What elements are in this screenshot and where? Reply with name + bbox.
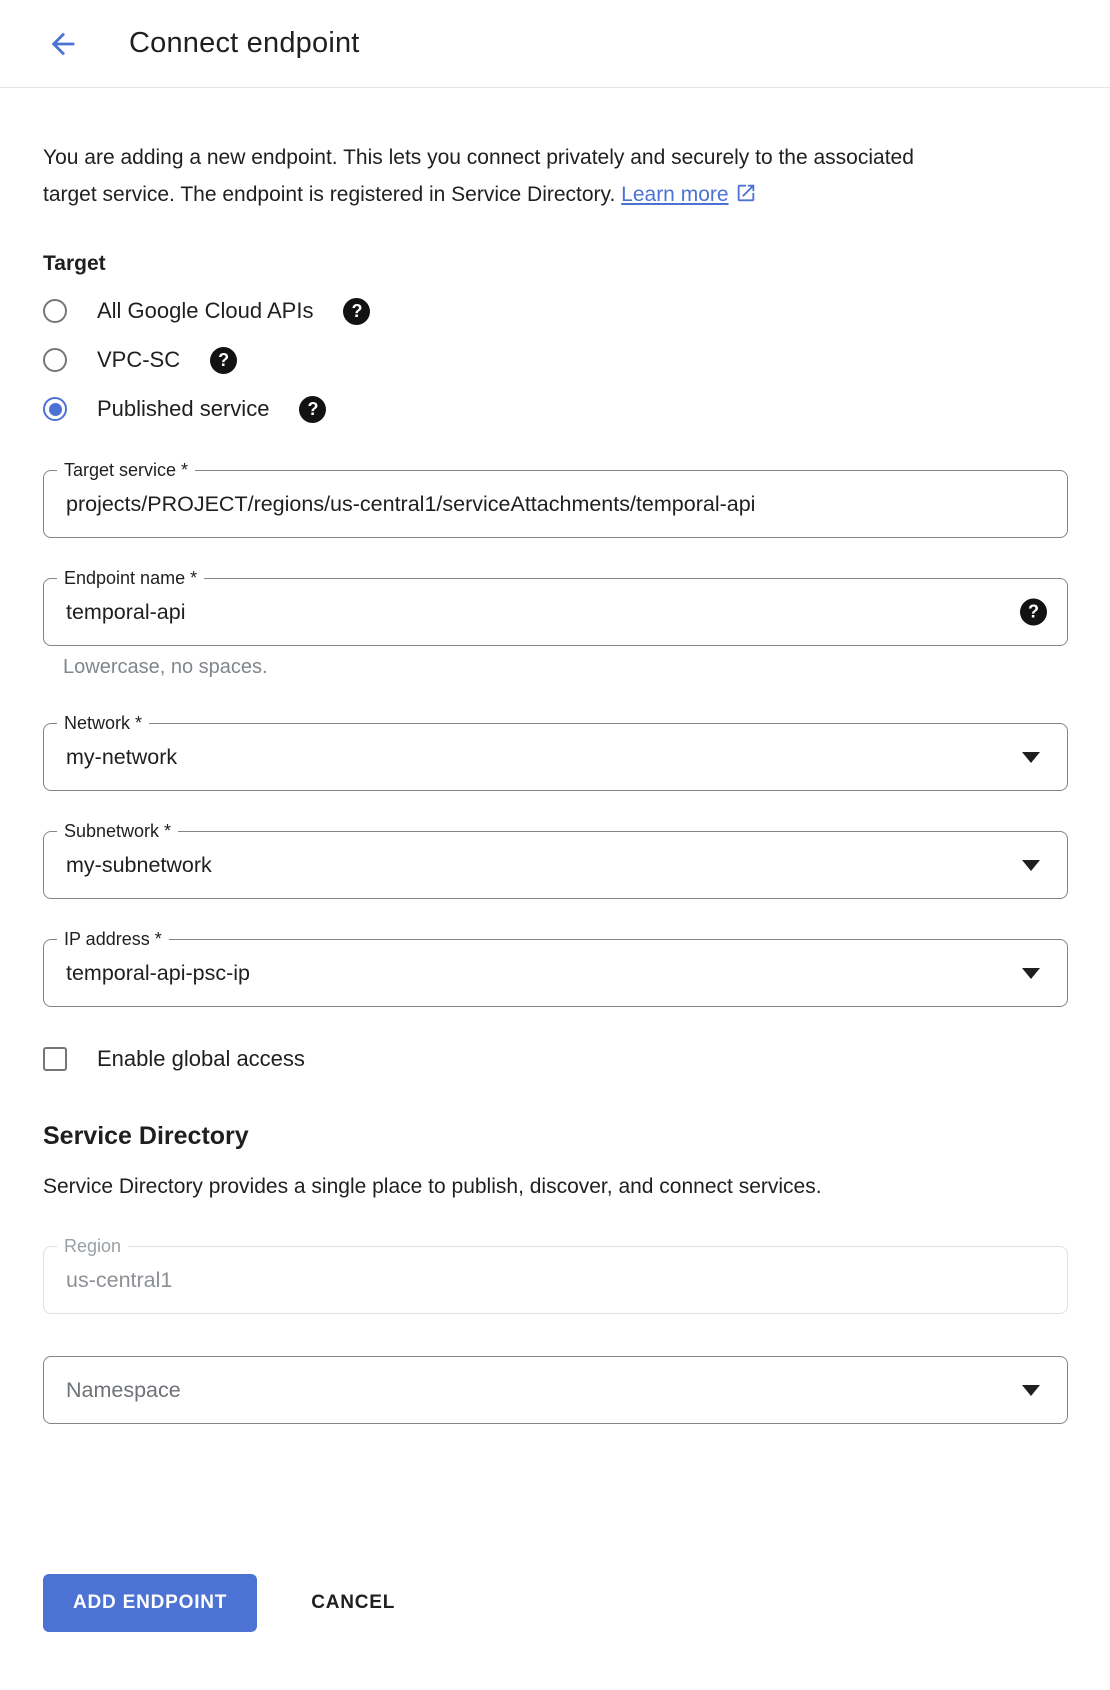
cancel-button[interactable]: CANCEL <box>311 1592 396 1613</box>
ip-address-label: IP address * <box>57 929 169 949</box>
radio-all-google-cloud-apis[interactable] <box>43 296 1068 326</box>
dropdown-caret-icon <box>1022 752 1040 763</box>
namespace-placeholder: Namespace <box>66 1377 181 1402</box>
enable-global-access-label: Enable global access <box>97 1046 305 1071</box>
intro-text <box>43 139 935 216</box>
learn-more-link[interactable]: Learn more <box>621 183 729 206</box>
region-label: Region <box>57 1236 128 1256</box>
radio-unselected-icon <box>43 348 67 372</box>
subnetwork-label: Subnetwork * <box>57 821 178 841</box>
region-value: us-central1 <box>66 1267 173 1292</box>
endpoint-name-value: temporal-api <box>66 599 186 624</box>
ip-address-select[interactable] <box>43 929 1068 1007</box>
network-label: Network * <box>57 713 149 733</box>
dropdown-caret-icon <box>1022 860 1040 871</box>
region-field <box>43 1236 1068 1314</box>
arrow-back-icon <box>46 27 80 61</box>
ip-address-value: temporal-api-psc-ip <box>66 960 251 985</box>
radio-label: Published service <box>97 396 270 421</box>
help-icon[interactable]: ? <box>343 298 370 325</box>
help-icon[interactable]: ? <box>299 396 326 423</box>
subnetwork-value: my-subnetwork <box>66 852 212 877</box>
intro-body: You are adding a new endpoint. This lets you connect privately and securely to the associated target service. The endpoint is registered in Service Directory. <box>43 146 914 206</box>
enable-global-access-checkbox-row[interactable] <box>43 1046 1068 1072</box>
back-button[interactable] <box>43 24 83 64</box>
help-icon[interactable]: ? <box>210 347 237 374</box>
radio-unselected-icon <box>43 299 67 323</box>
main-content <box>0 139 1110 1682</box>
dropdown-caret-icon <box>1022 968 1040 979</box>
form-actions <box>43 1574 1068 1632</box>
open-in-new-icon[interactable] <box>735 179 757 216</box>
network-select[interactable] <box>43 713 1068 791</box>
target-service-label: Target service * <box>57 460 195 480</box>
radio-selected-icon <box>43 397 67 421</box>
service-directory-heading: Service Directory <box>43 1122 249 1150</box>
target-radio-group <box>43 296 1068 424</box>
help-icon[interactable]: ? <box>1020 599 1047 626</box>
page-title: Connect endpoint <box>129 27 360 59</box>
radio-label: All Google Cloud APIs <box>97 298 314 323</box>
endpoint-name-helper: Lowercase, no spaces. <box>63 656 268 678</box>
endpoint-name-label: Endpoint name * <box>57 568 204 588</box>
radio-label: VPC-SC <box>97 347 181 372</box>
network-value: my-network <box>66 744 178 769</box>
subnetwork-select[interactable] <box>43 821 1068 899</box>
dropdown-caret-icon <box>1022 1385 1040 1396</box>
radio-vpc-sc[interactable] <box>43 345 1068 375</box>
namespace-select[interactable] <box>43 1356 1068 1424</box>
endpoint-name-field[interactable] <box>43 568 1068 646</box>
target-service-field[interactable] <box>43 460 1068 538</box>
add-endpoint-button[interactable]: ADD ENDPOINT <box>43 1574 257 1632</box>
service-directory-description: Service Directory provides a single place to publish, discover, and connect services. <box>43 1175 822 1198</box>
page-header <box>0 0 1110 88</box>
radio-published-service[interactable] <box>43 394 1068 424</box>
checkbox-unchecked-icon[interactable] <box>43 1047 67 1071</box>
target-section-label: Target <box>43 252 106 275</box>
target-service-value: projects/PROJECT/regions/us-central1/serviceAttachments/temporal-api <box>66 491 756 516</box>
